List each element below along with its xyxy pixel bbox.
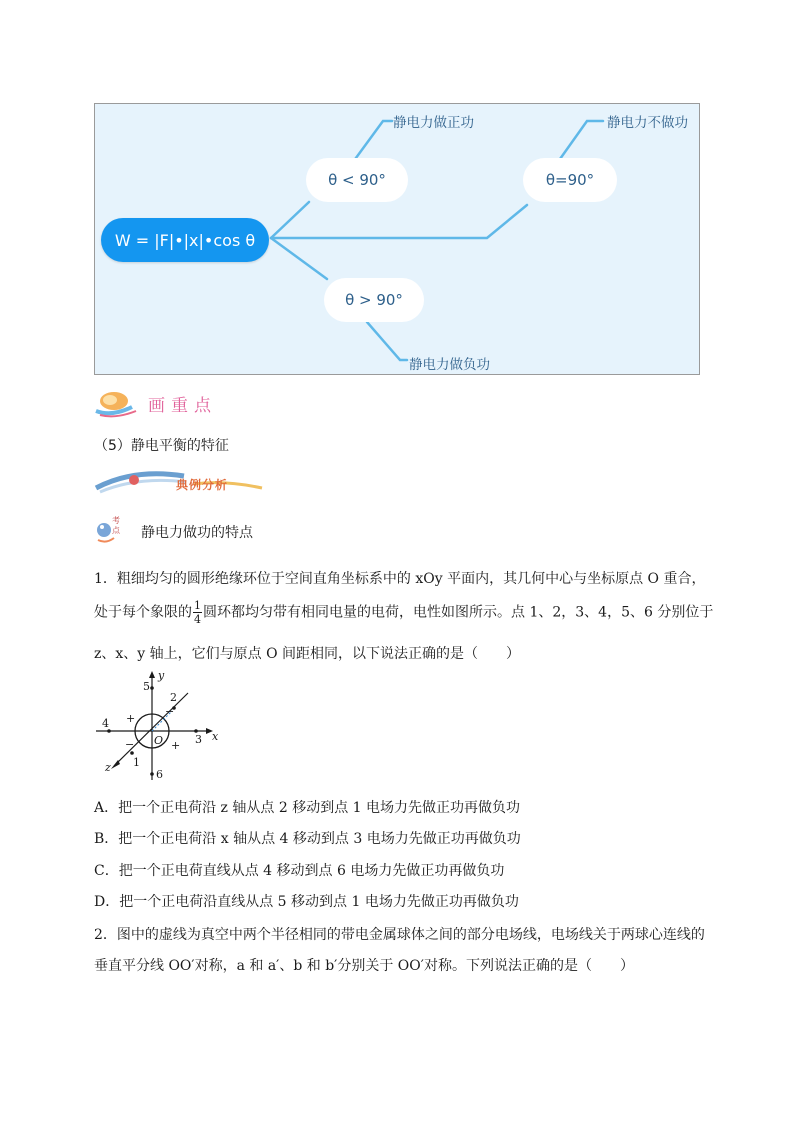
exam-point-badge bbox=[94, 514, 130, 546]
q1-option-c: C．把一个正电荷直线从点 4 移动到点 6 电场力先做正功再做负功 bbox=[94, 863, 505, 879]
connector-upper-right-leaf bbox=[560, 121, 603, 159]
point-label-3: 3 bbox=[195, 733, 202, 746]
key-point-badge bbox=[92, 387, 232, 419]
charge-sign-q4: + bbox=[171, 739, 181, 752]
result-positive-work: 静电力做正功 bbox=[393, 115, 474, 131]
section-title: （5）静电平衡的特征 bbox=[94, 438, 229, 454]
coordinate-ring-diagram bbox=[92, 668, 222, 783]
axis-label-y: y bbox=[158, 669, 165, 682]
q1-stem-line3: z、x、y 轴上，它们与原点 O 间距相同，以下说法正确的是（ ） bbox=[94, 646, 521, 662]
point-label-2: 2 bbox=[170, 691, 177, 704]
result-no-work: 静电力不做功 bbox=[607, 115, 688, 131]
q1-stem-line2 bbox=[94, 600, 713, 625]
q1-option-a: A．把一个正电荷沿 z 轴从点 2 移动到点 1 电场力先做正功再做负功 bbox=[94, 800, 521, 816]
connector-upper-left bbox=[271, 202, 309, 238]
example-analysis-text: 典例分析 bbox=[176, 478, 229, 492]
point-label-5: 5 bbox=[143, 680, 150, 693]
mindmap-panel bbox=[94, 103, 700, 375]
point-label-4: 4 bbox=[102, 717, 109, 730]
point-label-6: 6 bbox=[156, 768, 163, 781]
exam-point-title: 静电力做功的特点 bbox=[141, 525, 253, 541]
q1-stem-line2-before: 处于每个象限的 bbox=[94, 604, 192, 621]
axis-label-z: z bbox=[105, 761, 111, 774]
condition-gt-90: θ > 90° bbox=[324, 278, 424, 322]
point-label-1: 1 bbox=[133, 756, 140, 769]
q1-option-b: B．把一个正电荷沿 x 轴从点 4 移动到点 3 电场力先做正功再做负功 bbox=[94, 831, 521, 847]
connector-lower-leaf bbox=[367, 322, 407, 360]
key-point-text: 画重点 bbox=[148, 396, 217, 416]
q1-option-d: D．把一个正电荷沿直线从点 5 移动到点 1 电场力先做正功再做负功 bbox=[94, 894, 519, 910]
axis-label-x: x bbox=[212, 730, 219, 743]
condition-eq-90: θ=90° bbox=[523, 158, 617, 202]
connector-trunk bbox=[271, 205, 527, 238]
connector-upper-left-leaf bbox=[353, 121, 392, 162]
charge-sign-q2: + bbox=[126, 712, 136, 725]
q2-stem-line1: 2．图中的虚线为真空中两个半径相同的带电金属球体之间的部分电场线，电场线关于两球心连线的 bbox=[94, 927, 705, 943]
q1-stem-line1: 1．粗细均匀的圆形绝缘环位于空间直角坐标系中的 xOy 平面内，其几何中心与坐标原点 O 重合， bbox=[94, 571, 706, 587]
connector-lower bbox=[271, 238, 327, 279]
q1-stem-line2-after: 圆环都均匀带有相同电量的电荷，电性如图所示。点 1、2，3、4，5、6 分别位于 bbox=[203, 604, 714, 621]
example-analysis-badge bbox=[94, 462, 264, 496]
charge-sign-q1: − bbox=[165, 705, 175, 718]
condition-lt-90: θ < 90° bbox=[306, 158, 408, 202]
exam-point-tag: 考点 bbox=[112, 516, 120, 535]
result-negative-work: 静电力做负功 bbox=[409, 357, 490, 373]
mindmap-root-formula: W = |F|•|x|•cos θ bbox=[101, 218, 269, 262]
quarter-fraction: $\frac{1}{4}$ bbox=[194, 599, 201, 626]
charge-sign-q3: − bbox=[125, 738, 135, 751]
origin-label: O bbox=[154, 734, 164, 747]
q1-ring-figure bbox=[92, 668, 222, 783]
q2-stem-line2: 垂直平分线 OO′对称，a 和 a′、b 和 b′分别关于 OO′对称。下列说法正确的是（ ） bbox=[94, 958, 634, 974]
